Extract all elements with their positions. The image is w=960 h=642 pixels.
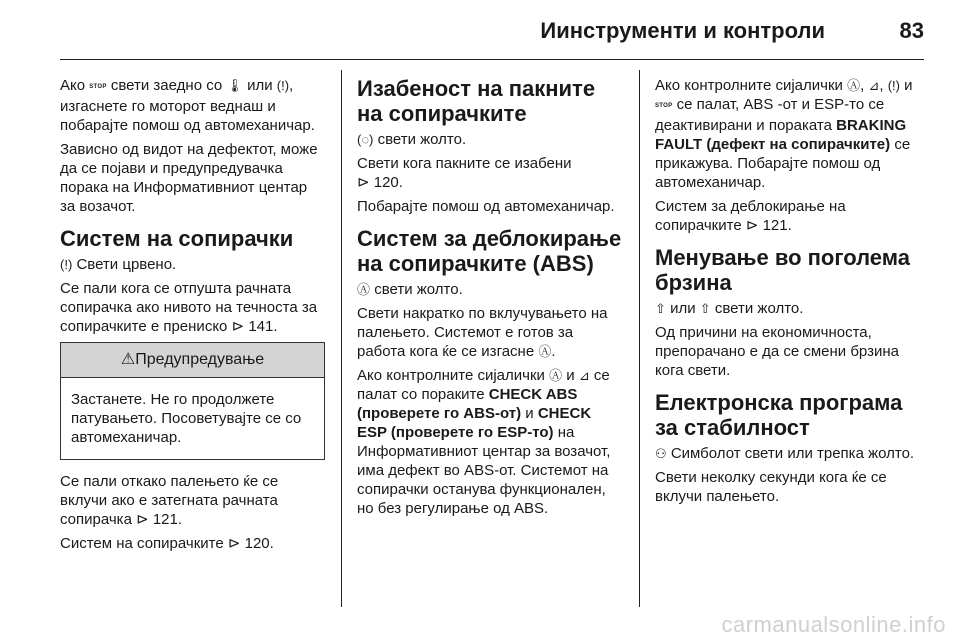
- paragraph: (◌) свети жолто.: [357, 131, 467, 148]
- paragraph: Систем за деблокирање на сопирачките ⊳ 121.: [655, 198, 846, 234]
- paragraph: Ако STOP свети заедно со 🌡 или (!), изгаснете го моторот веднаш и побарајте помош од автомеханичар.: [60, 77, 315, 134]
- page-ref[interactable]: 120.: [373, 174, 403, 191]
- esp-off-icon: ⊿: [578, 368, 590, 383]
- page-number: 83: [899, 18, 924, 43]
- page-ref-icon: ⊳: [136, 511, 149, 528]
- brake-warning-icon: (!): [887, 78, 900, 93]
- warning-title: ⚠Предупредување: [61, 343, 324, 378]
- warning-box: [60, 342, 325, 460]
- page-ref[interactable]: 141.: [248, 318, 278, 335]
- upshift-icon: ⇧: [655, 301, 666, 316]
- warning-triangle-icon: ⚠: [120, 351, 136, 368]
- paragraph: Ако контролните сијалички Ⓐ и ⊿ се палат со пораките CHECK ABS (проверете го ABS-от) и CHECK ESP (проверете го ESP-то) на Информативниот центар за возачот, има дефект во ABS-от. Системот на сопирачки останува функционален, но без регулирање од ABS.: [357, 367, 611, 517]
- abs-icon: Ⓐ: [847, 78, 861, 93]
- header-rule: [60, 59, 924, 60]
- paragraph: Свети накратко по вклучувањето на палењето. Системот е готов за работа кога ќе се изгасне Ⓐ.: [357, 305, 608, 360]
- abs-icon: Ⓐ: [538, 344, 552, 359]
- stop-icon: STOP: [655, 103, 673, 109]
- paragraph: Ⓐ свети жолто.: [357, 281, 463, 298]
- page-ref[interactable]: 121.: [762, 217, 792, 234]
- page-ref[interactable]: 121.: [152, 511, 183, 528]
- section-heading-esp: Електронска програма за стабилност: [655, 390, 903, 440]
- page-title: Иинструменти и контроли: [540, 18, 825, 43]
- column-2: [357, 76, 622, 523]
- brake-warning-icon: (!): [276, 78, 290, 93]
- abs-icon: Ⓐ: [357, 282, 371, 297]
- column-3: [655, 76, 930, 511]
- coolant-temperature-icon: 🌡: [226, 78, 243, 93]
- page-header: [0, 0, 960, 60]
- esp-off-icon: ⊿: [868, 78, 880, 93]
- section-heading-abs: Систем за деблокирање на сопирачките (ABS): [357, 226, 622, 276]
- paragraph: Се пали откако палењето ќе се вклучи ако е затегната рачната сопирачка ⊳ 121.: [60, 473, 279, 528]
- page-ref-icon: ⊳: [227, 535, 241, 552]
- brake-pad-wear-icon: (◌): [357, 132, 374, 147]
- warning-body: Застанете. Не го продолжете патувањето. Посоветувајте се со автомеханичар.: [71, 391, 302, 446]
- message-check-abs: CHECK ABS (проверете го ABS-от): [357, 386, 578, 422]
- paragraph: Ако контролните сијалички Ⓐ, ⊿, (!) и STOP се палат, ABS -от и ESP-то се деактивирани и пораката BRAKING FAULT (дефект на сопирачките) се прикажува. Побарајте помош од автомеханичар.: [655, 77, 913, 191]
- message-check-esp: CHECK ESP (проверете го ESP-то): [357, 405, 592, 441]
- paragraph: Се пали кога се отпушта рачната сопирачка ако нивото на течноста за сопирачките е прениско ⊳ 141.: [60, 280, 318, 335]
- section-heading-brake-system: Систем на сопирачки: [60, 226, 294, 251]
- paragraph: Зависно од видот на дефектот, може да се појави и предупредувачка порака на Информативниот центар за возачот.: [60, 141, 318, 215]
- stop-icon: STOP: [89, 84, 107, 90]
- page-ref-icon: ⊳: [231, 318, 245, 335]
- page-ref[interactable]: 120.: [244, 535, 274, 552]
- page-ref-icon: ⊳: [357, 174, 370, 191]
- paragraph: ⚇ Симболот свети или трепка жолто.: [655, 445, 915, 462]
- page-ref-icon: ⊳: [745, 217, 759, 234]
- paragraph: Систем на сопирачките ⊳ 120.: [60, 535, 274, 552]
- section-heading-upshift: Менување во поголема брзина: [655, 245, 910, 295]
- watermark: carmanualsonline.info: [721, 612, 946, 637]
- brake-warning-icon: (!): [60, 257, 73, 272]
- column-divider: [639, 70, 640, 607]
- paragraph: Свети неколку секунди кога ќе се вклучи палењето.: [655, 469, 887, 505]
- column-divider: [341, 70, 342, 607]
- esp-skid-icon: ⚇: [655, 446, 667, 461]
- paragraph: ⇧ или ⇧ свети жолто.: [655, 300, 804, 317]
- abs-icon: Ⓐ: [549, 368, 563, 383]
- paragraph: Свети кога пакните се изабени ⊳ 120.: [357, 155, 572, 191]
- column-1: [60, 76, 325, 558]
- upshift-icon: ⇧: [699, 301, 711, 316]
- paragraph: (!) Свети црвено.: [60, 256, 177, 273]
- paragraph: Побарајте помош од автомеханичар.: [357, 198, 615, 215]
- message-braking-fault: BRAKING FAULT (дефект на сопирачките): [655, 117, 907, 153]
- section-heading-brake-pad-wear: Изабеност на пакните на сопирачките: [357, 76, 596, 126]
- paragraph: Од причини на економичноста, препорачано е да се смени брзина кога свети.: [655, 324, 899, 379]
